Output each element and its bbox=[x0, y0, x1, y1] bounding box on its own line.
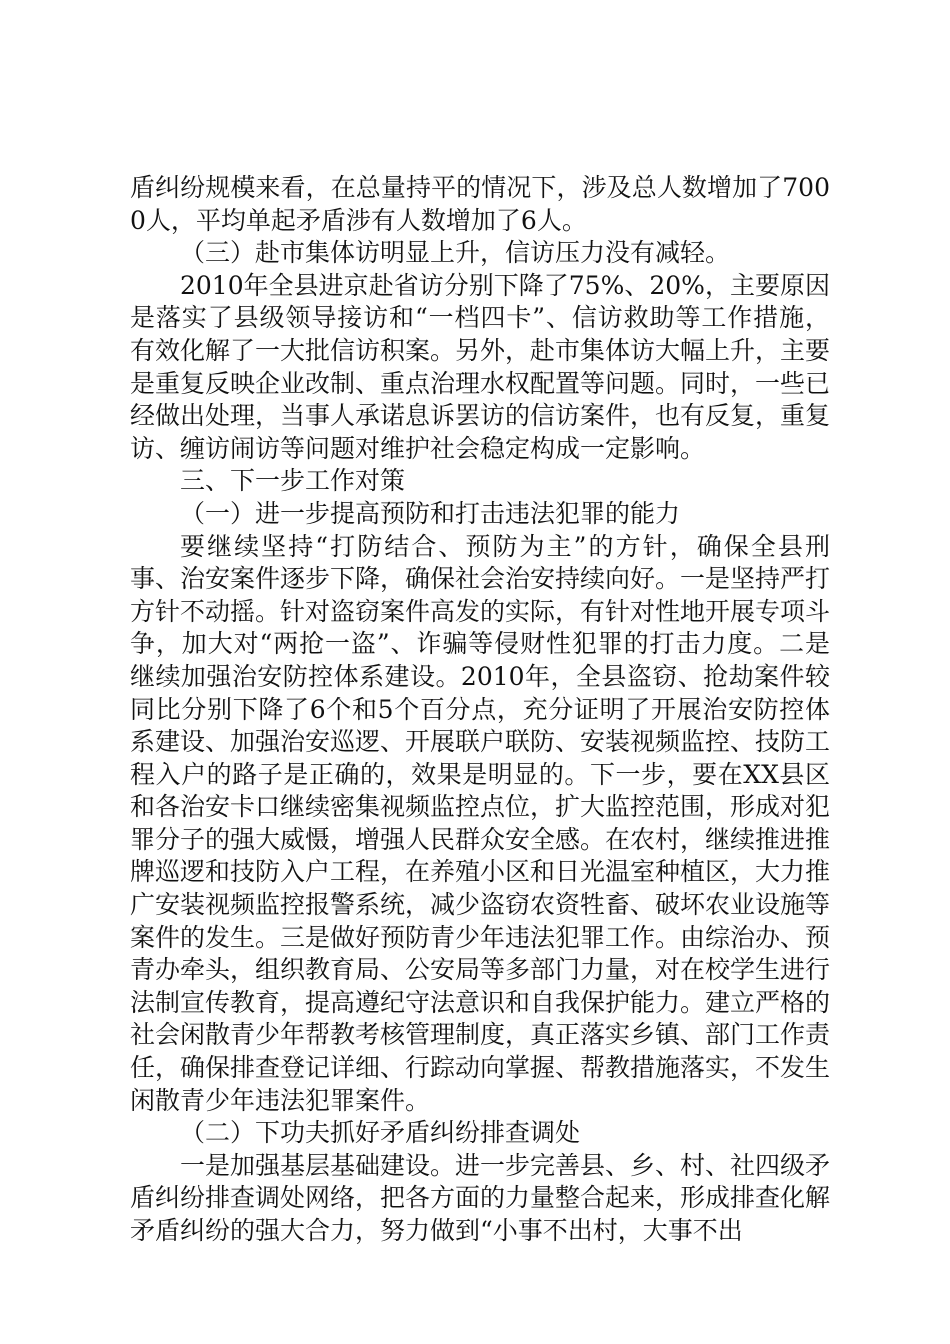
subheading-one: （一）进一步提高预防和打击违法犯罪的能力 bbox=[180, 498, 681, 528]
paragraph-continuation: 盾纠纷规模来看，在总量持平的情况下，涉及总人数增加了7000人，平均单起矛盾涉有人数增加了6人。 bbox=[130, 173, 830, 235]
paragraph-crime-prevention: 要继续坚持“打防结合、预防为主”的方针，确保全县刑事、治安案件逐步下降，确保社会治安持续向好。一是坚持严打方针不动摇。针对盗窃案件高发的实际，有针对性地开展专项斗争，加大对“两抢一盗”、诈骗等侵财性犯罪的打击力度。二是继续加强治安防控体系建设。2010年，全县盗窃、抢劫案件较同比分别下降了6个和5个百分点，充分证明了开展治安防控体系建设、加强治安巡逻、开展联户联防、安装视频监控、技防工程入户的路子是正确的，效果是明显的。下一步，要在XX县区和各治安卡口继续密集视频监控点位，扩大监控范围，形成对犯罪分子的强大威慑，增强人民群众安全感。在农村，继续推进推牌巡逻和技防入户工程，在养殖小区和日光温室种植区，大力推广安装视频监控报警系统，减少盗窃农资牲畜、破坏农业设施等案件的发生。三是做好预防青少年违法犯罪工作。由综治办、预青办牵头，组织教育局、公安局等多部门力量，对在校学生进行法制宣传教育，提高遵纪守法意识和自我保护能力。建立严格的社会闲散青少年帮教考核管理制度，真正落实乡镇、部门工作责任，确保排查登记详细、行踪动向掌握、帮教措施落实，不发生闲散青少年违法犯罪案件。 bbox=[130, 531, 831, 1115]
document-body bbox=[130, 172, 830, 1248]
paragraph-dispute-resolution: 一是加强基层基础建设。进一步完善县、乡、村、社四级矛盾纠纷排查调处网络，把各方面的力量整合起来，形成排查化解矛盾纠纷的强大合力，努力做到“小事不出村，大事不出 bbox=[130, 1150, 831, 1245]
section-heading-next-steps: 三、下一步工作对策 bbox=[180, 466, 406, 496]
subheading-two: （二）下功夫抓好矛盾纠纷排查调处 bbox=[180, 1118, 581, 1148]
paragraph-petition: 2010年全县进京赴省访分别下降了75%、20%，主要原因是落实了县级领导接访和“一档四卡”、信访救助等工作措施，有效化解了一大批信访积案。另外，赴市集体访大幅上升，主要是重复反映企业改制、重点治理水权配置等问题。同时，一些已经做出处理，当事人承诺息诉罢访的信访案件，也有反复，重复访、缠访闹访等问题对维护社会稳定构成一定影响。 bbox=[130, 270, 831, 463]
subheading-three: （三）赴市集体访明显上升，信访压力没有减轻。 bbox=[180, 238, 731, 268]
